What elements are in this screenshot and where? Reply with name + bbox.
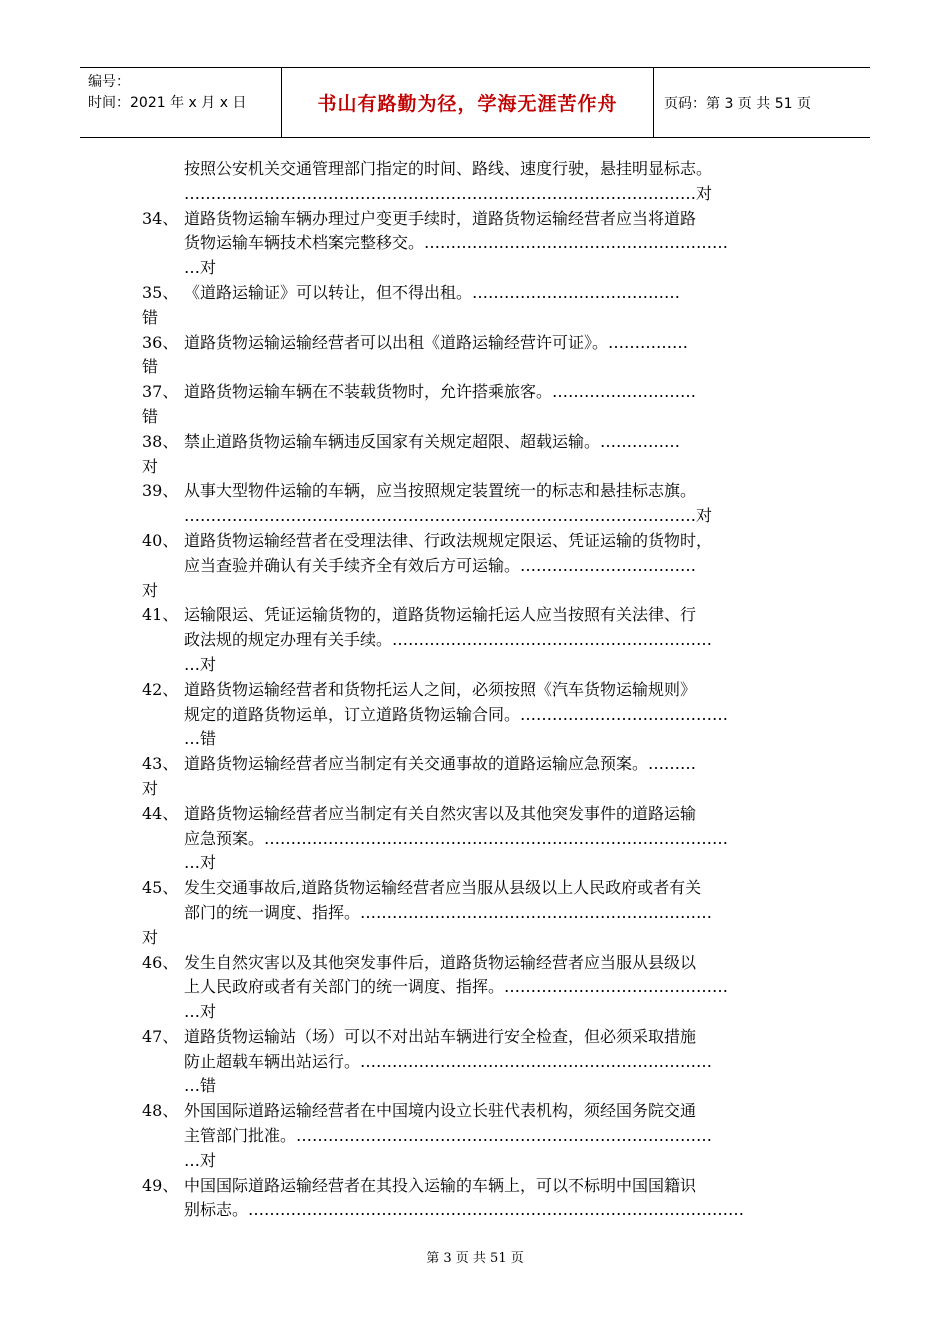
question-line: ……………………………………………………………………………………对 [184, 506, 712, 526]
question-line: …对 [184, 1150, 217, 1170]
question-line: 发生自然灾害以及其他突发事件后，道路货物运输经营者应当服从县级以 [184, 952, 697, 972]
question-line: 中国国际道路运输经营者在其投入运输的车辆上，可以不标明中国国籍识 [184, 1175, 697, 1195]
items-container [142, 207, 822, 1224]
question-number: 45、 [142, 878, 179, 898]
header-motto: 书山有路勤为径，学海无涯苦作舟 [282, 68, 654, 137]
question-answer: 对 [142, 927, 159, 947]
question-body [184, 331, 809, 356]
question-line: 上人民政府或者有关部门的统一调度、指挥。…………………………………… [184, 977, 729, 997]
question-body [184, 1099, 809, 1173]
doc-number-label: 编号： [88, 74, 130, 90]
question-body [184, 529, 809, 579]
question-number: 43、 [142, 754, 179, 774]
question-number: 42、 [142, 679, 179, 699]
continuation-block [142, 157, 822, 207]
question-line: 规定的道路货物运单，订立道路货物运输合同。………………………………… [184, 704, 729, 724]
page-footer: 第 3 页 共 51 页 [426, 1251, 524, 1266]
question-number: 37、 [142, 382, 179, 402]
question-body [184, 1174, 809, 1224]
question-number: 46、 [142, 952, 179, 972]
question-line: …错 [184, 729, 217, 749]
question-number: 39、 [142, 481, 179, 501]
question-line: 应当查验并确认有关手续齐全有效后方可运输。…………………………… [184, 555, 697, 575]
question-item [142, 1174, 822, 1224]
question-body [184, 380, 809, 405]
question-line: 道路货物运输运输经营者可以出租《道路运输经营许可证》。…………… [184, 332, 689, 352]
question-line: 主管部门批准。…………………………………………………………………… [184, 1126, 713, 1146]
question-answer: 对 [142, 580, 159, 600]
question-item [142, 802, 822, 876]
question-number: 48、 [142, 1101, 179, 1121]
question-item [142, 951, 822, 1025]
question-number: 34、 [142, 208, 179, 228]
question-body [184, 752, 809, 777]
question-line: 禁止道路货物运输车辆违反国家有关规定超限、超载运输。…………… [184, 431, 681, 451]
question-answer: 对 [142, 778, 159, 798]
question-item [142, 529, 822, 579]
question-line: 道路货物运输经营者和货物托运人之间，必须按照《汽车货物运输规则》 [184, 679, 697, 699]
question-item [142, 752, 822, 777]
question-body [184, 430, 809, 455]
date-line: 时间：2021 年 x 月 x 日 [88, 95, 247, 111]
question-line: 外国国际道路运输经营者在中国境内设立长驻代表机构，须经国务院交通 [184, 1101, 697, 1121]
question-answer: 错 [142, 307, 159, 327]
question-line: …对 [184, 853, 217, 873]
question-line: 道路货物运输车辆办理过户变更手续时，道路货物运输经营者应当将道路 [184, 208, 697, 228]
question-answer: 错 [142, 406, 159, 426]
question-item [142, 678, 822, 752]
question-list [142, 157, 822, 1223]
question-line: …错 [184, 1076, 217, 1096]
continuation-text: 按照公安机关交通管理部门指定的时间、路线、速度行驶，悬挂明显标志。 [184, 159, 713, 178]
question-body [184, 876, 809, 926]
question-number: 40、 [142, 530, 179, 550]
question-number: 35、 [142, 282, 179, 302]
question-number: 49、 [142, 1175, 179, 1195]
question-number: 36、 [142, 332, 179, 352]
question-item [142, 430, 822, 455]
question-line: 货物运输车辆技术档案完整移交。………………………………………………… [184, 233, 729, 253]
question-line: 道路货物运输车辆在不装载货物时，允许搭乘旅客。……………………… [184, 382, 697, 402]
page-header [80, 67, 870, 138]
question-line: 从事大型物件运输的车辆，应当按照规定装置统一的标志和悬挂标志旗。 [184, 481, 697, 501]
question-line: 运输限运、凭证运输货物的，道路货物运输托运人应当按照有关法律、行 [184, 605, 697, 625]
question-answer: 错 [142, 357, 159, 377]
question-line: 别标志。………………………………………………………………………………… [184, 1200, 745, 1220]
question-item [142, 380, 822, 405]
question-line: …对 [184, 1002, 217, 1022]
question-line: 道路货物运输经营者应当制定有关交通事故的道路运输应急预案。……… [184, 754, 697, 774]
question-body [184, 479, 809, 529]
question-number: 47、 [142, 1026, 179, 1046]
question-answer: 对 [142, 456, 159, 476]
continuation-answer: 对 [696, 183, 713, 203]
question-line: 发生交通事故后,道路货物运输经营者应当服从县级以上人民政府或者有关 [184, 878, 702, 898]
question-line: 应急预案。…………………………………………………………………………… [184, 828, 729, 848]
continuation-dots: …………………………………………………………………………………… [184, 183, 696, 203]
question-body [184, 207, 809, 281]
header-info-cell [80, 68, 282, 137]
question-line: …对 [184, 654, 217, 674]
question-line: …对 [184, 258, 217, 278]
question-body [184, 1025, 809, 1099]
question-item [142, 1025, 822, 1099]
question-item [142, 876, 822, 926]
question-line: 道路货物运输经营者应当制定有关自然灾害以及其他突发事件的道路运输 [184, 803, 697, 823]
question-line: 部门的统一调度、指挥。………………………………………………………… [184, 902, 713, 922]
question-body [184, 678, 809, 752]
question-item [142, 207, 822, 281]
question-line: 道路货物运输经营者在受理法律、行政法规规定限运、凭证运输的货物时， [184, 530, 713, 550]
question-line: 《道路运输证》可以转让，但不得出租。………………………………… [184, 282, 681, 302]
question-line: 道路货物运输站（场）可以不对出站车辆进行安全检查，但必须采取措施 [184, 1026, 697, 1046]
question-item [142, 603, 822, 677]
question-number: 38、 [142, 431, 179, 451]
question-item [142, 331, 822, 356]
question-line: 防止超载车辆出站运行。………………………………………………………… [184, 1051, 713, 1071]
question-body [184, 951, 809, 1025]
question-body [184, 281, 809, 306]
question-line: 政法规的规定办理有关手续。…………………………………………………… [184, 630, 713, 650]
question-item [142, 281, 822, 306]
question-item [142, 1099, 822, 1173]
question-item [142, 479, 822, 529]
question-number: 44、 [142, 803, 179, 823]
question-number: 41、 [142, 605, 179, 625]
question-body [184, 603, 809, 677]
header-page-info: 页码：第 3 页 共 51 页 [664, 95, 811, 112]
question-body [184, 802, 809, 876]
continuation-dots-line [184, 182, 822, 207]
